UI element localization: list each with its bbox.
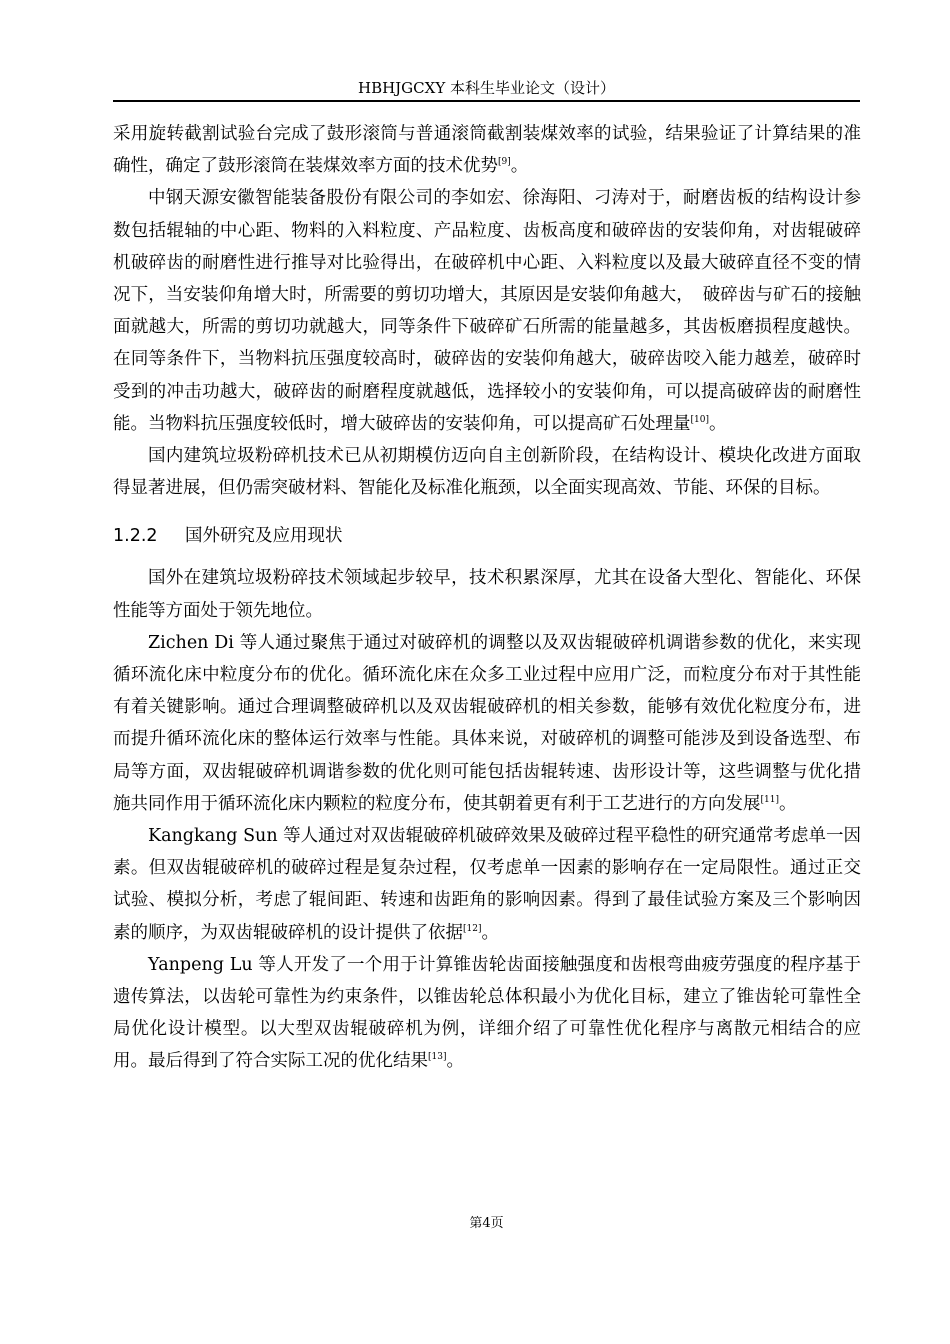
body-paragraph: Zichen Di 等人通过聚焦于通过对破碎机的调整以及双齿辊破碎机调谐参数的优化，来实现循环流化床中粒度分布的优化。循环流化床在众多工业过程中应用广泛，而粒度分布对于其性能有着关键影响。通过合理调整破碎机以及双齿辊破碎机的相关参数，能够有效优化粒度分布，进而提升循环流化床的整体运行效率与性能。具体来说，对破碎机的调整可能涉及到设备选型、布局等方面，双齿辊破碎机调谐参数的优化则可能包括齿辊转速、齿形设计等，这些调整与优化措施共同作用于循环流化床内颗粒的粒度分布，使其朝着更有利于工艺进行的方向发展[11]。 (113, 632, 861, 814)
body-paragraph: 国外在建筑垃圾粉碎技术领域起步较早，技术积累深厚，尤其在设备大型化、智能化、环保性能等方面处于领先地位。 (113, 568, 861, 621)
page-number: 第4页 (469, 1216, 504, 1231)
body-paragraph: 中钢天源安徽智能装备股份有限公司的李如宏、徐海阳、刁涛对于，耐磨齿板的结构设计参数包括辊轴的中心距、物料的入料粒度、产品粒度、齿板高度和破碎齿的安装仰角，对齿辊破碎机破碎齿的耐磨性进行推导对比验得出，在破碎机中心距、入料粒度以及最大破碎直径不变的情况下，当安装仰角增大时，所需要的剪切功增大，其原因是安装仰角越大， 破碎齿与矿石的接触面就越大，所需的剪切功就越大，同等条件下破碎矿石所需的能量越多，其齿板磨损程度越快。在同等条件下，当物料抗压强度较高时，破碎齿的安装仰角越大，破碎齿咬入能力越差，破碎时受到的冲击功越大，破碎齿的耐磨程度就越低，选择较小的安装仰角，可以提高破碎齿的耐磨性能。当物料抗压强度较低时，增大破碎齿的安装仰角，可以提高矿石处理量[10]。 (113, 188, 861, 434)
body-paragraph: Yanpeng Lu 等人开发了一个用于计算锥齿轮齿面接触强度和齿根弯曲疲劳强度的程序基于遗传算法，以齿轮可靠性为约束条件，以锥齿轮总体积最小为优化目标，建立了锥齿轮可靠性全局优化设计模型。以大型双齿辊破碎机为例，详细介绍了可靠性优化程序与离散元相结合的应用。最后得到了符合实际工况的优化结果[13]。 (113, 954, 861, 1072)
document-body (113, 118, 861, 1078)
body-paragraph: 采用旋转截割试验台完成了鼓形滚筒与普通滚筒截割装煤效率的试验，结果验证了计算结果的准确性，确定了鼓形滚筒在装煤效率方面的技术优势[9]。 (113, 124, 861, 177)
header-divider (113, 100, 860, 102)
body-paragraph: 国内建筑垃圾粉碎机技术已从初期模仿迈向自主创新阶段，在结构设计、模块化改进方面取得显著进展，但仍需突破材料、智能化及标准化瓶颈，以全面实现高效、节能、环保的目标。 (113, 446, 861, 499)
body-paragraph: Kangkang Sun 等人通过对双齿辊破碎机破碎效果及破碎过程平稳性的研究通常考虑单一因素。但双齿辊破碎机的破碎过程是复杂过程，仅考虑单一因素的影响存在一定局限性。通过正交试验、模拟分析，考虑了辊间距、转速和齿距角的影响因素。得到了最佳试验方案及三个影响因素的顺序，为双齿辊破碎机的设计提供了依据[12]。 (113, 826, 861, 943)
citation-ref[interactable]: [13] (428, 1052, 447, 1063)
section-number: 1.2.2 (113, 526, 158, 547)
section-title: 国外研究及应用现状 (185, 526, 343, 547)
citation-ref[interactable]: [9] (498, 157, 511, 168)
page-header: HBHJGCXY 本科生毕业论文（设计） (357, 79, 615, 97)
section-heading (113, 520, 861, 552)
citation-ref[interactable]: [12] (463, 923, 482, 934)
citation-ref[interactable]: [11] (760, 794, 779, 805)
citation-ref[interactable]: [10] (690, 414, 709, 425)
